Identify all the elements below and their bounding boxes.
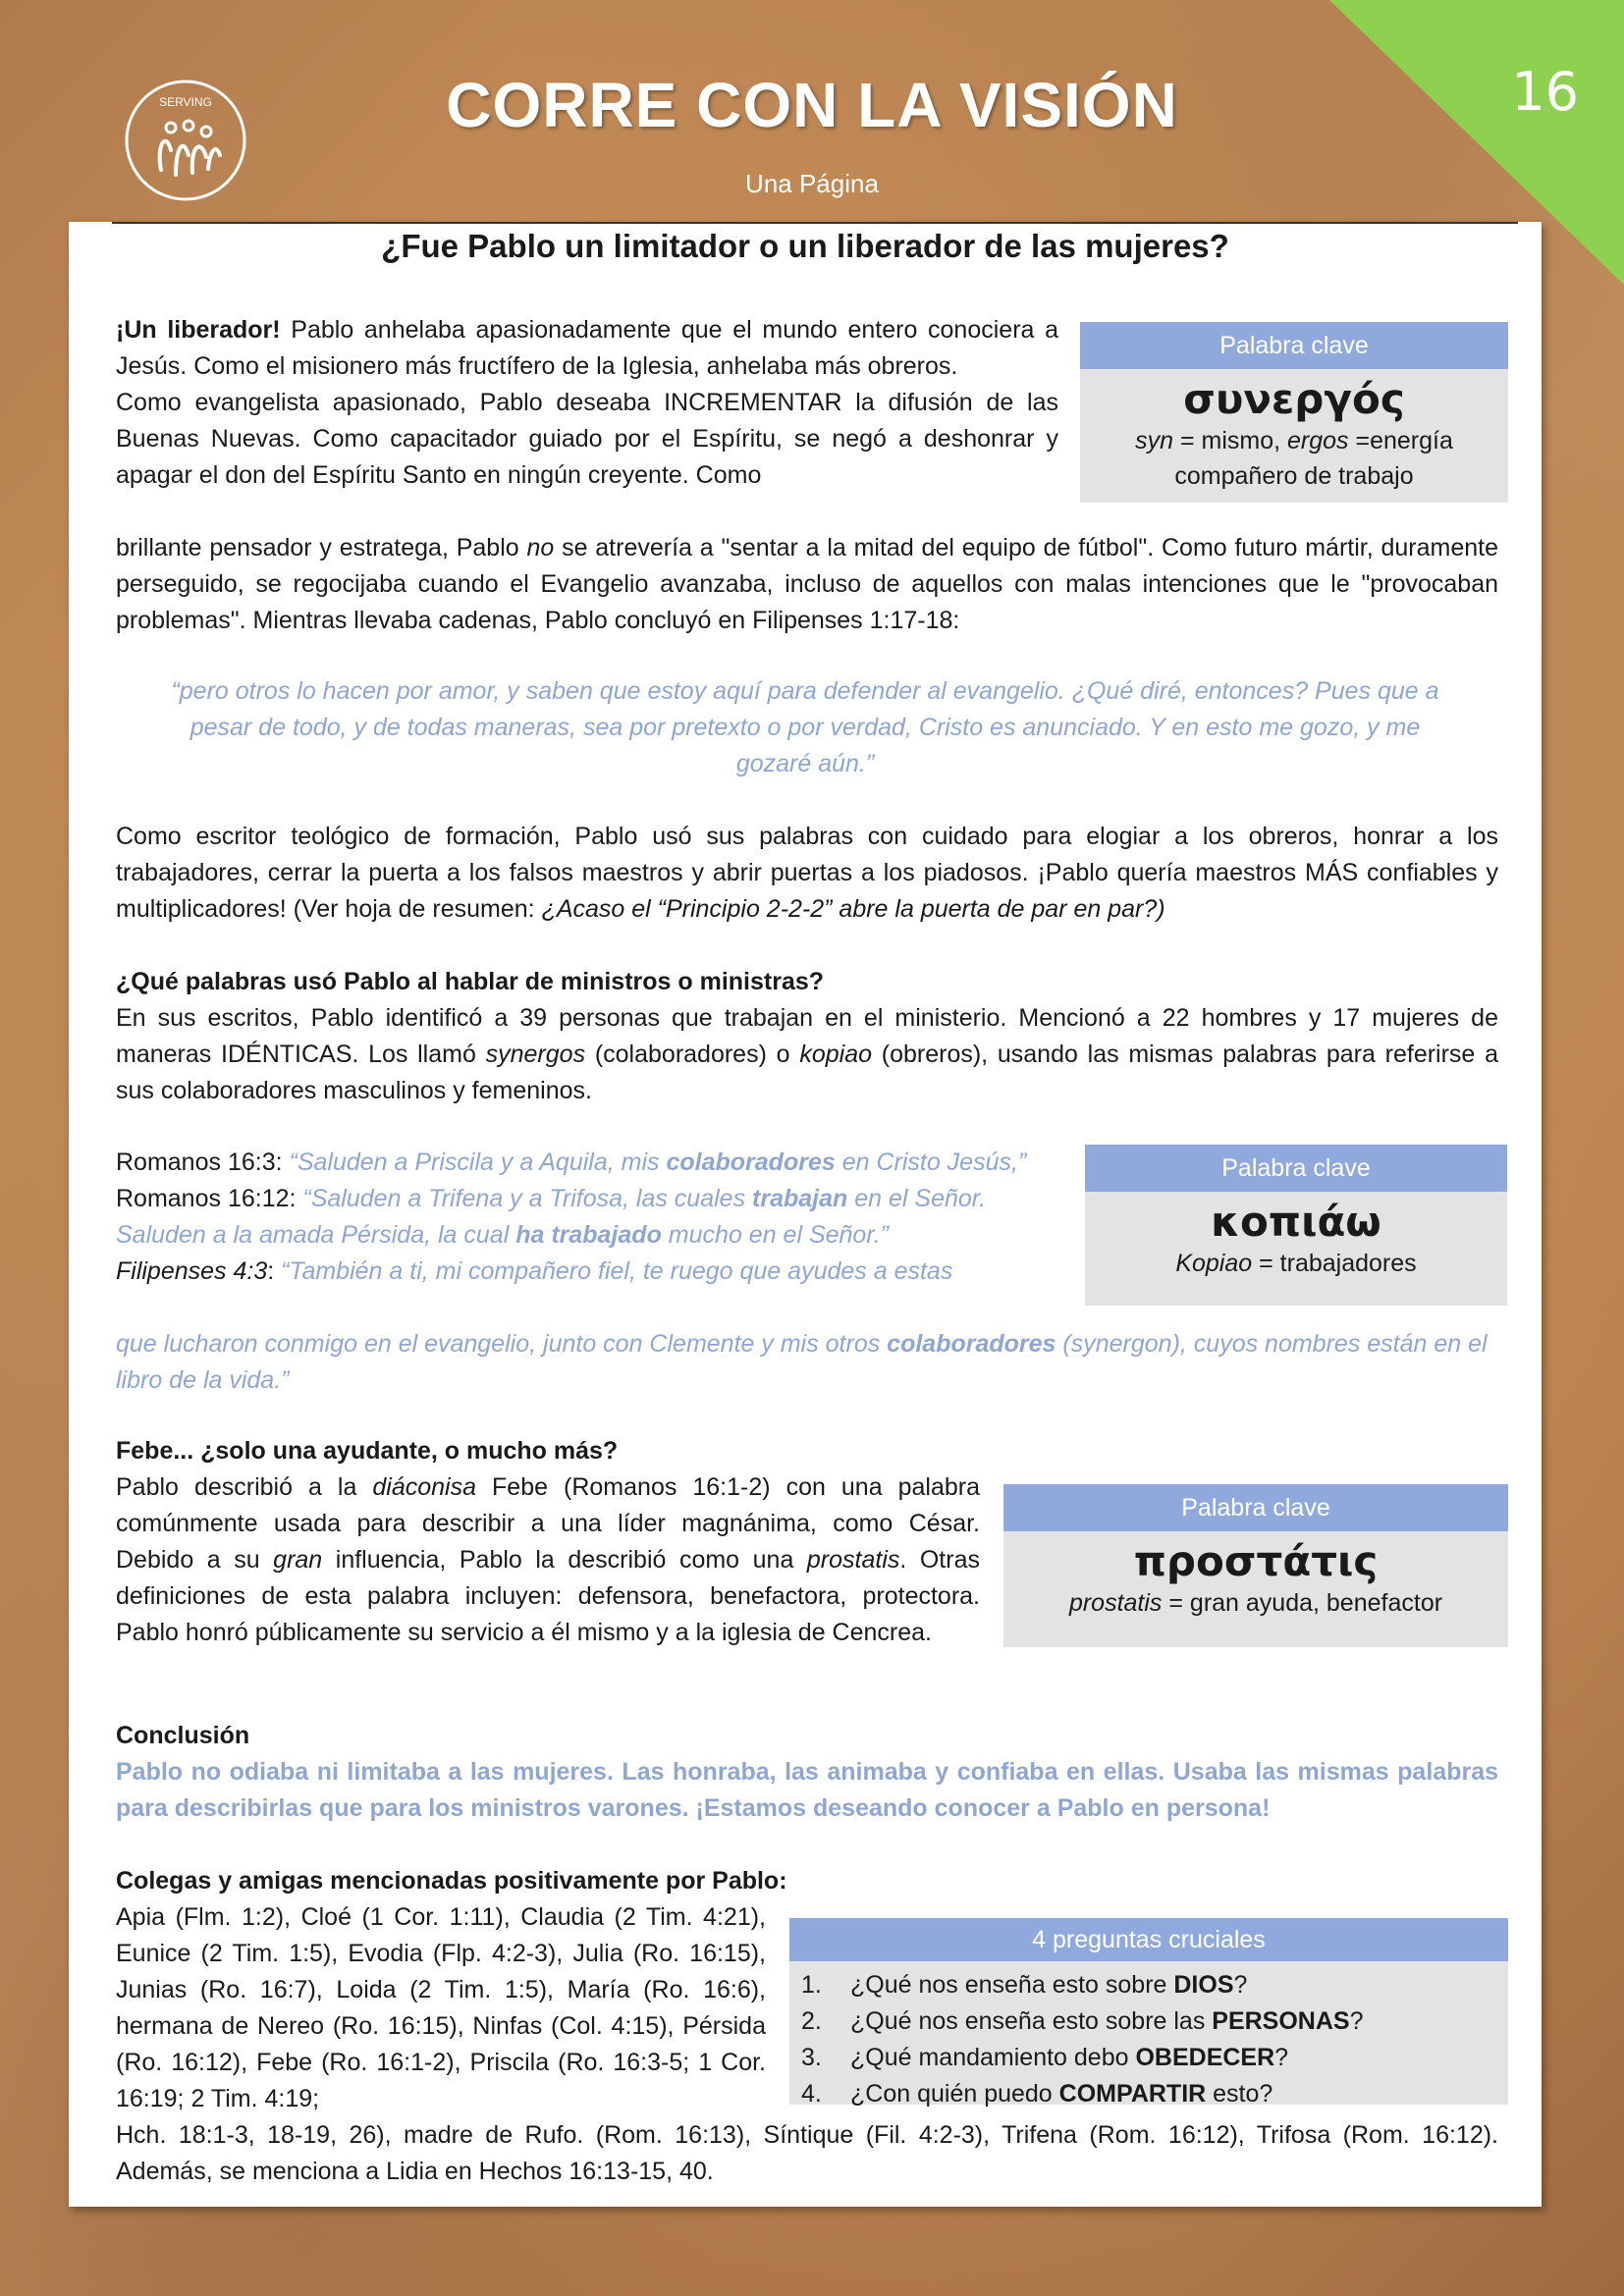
section-conclusion <box>116 1718 1498 1827</box>
scripture-quote: “pero otros lo hacen por amor, y saben que estoy aquí para defender al evangelio. ¿Qué diré, entonces? Pues que a pesar de todo, y de todas maneras, sea por pretexto o por verdad, Cristo es anunciado. Y en esto me gozo, y me gozaré aún.” <box>171 677 1439 777</box>
section-heading: Conclusión <box>116 1722 250 1749</box>
section-heading: Febe... ¿solo una ayudante, o mucho más? <box>116 1437 619 1465</box>
intro-text-1: Pablo anhelaba apasionadamente que el mundo entero conociera a Jesús. Como el misionero más fructífero de la Iglesia, anhelaba más obreros. <box>116 316 1058 380</box>
colleagues-text-cont: Hch. 18:1-3, 18-19, 26), madre de Rufo. (Rom. 16:13), Síntique (Fil. 4:2-3), Trifena (Rom. 16:12), Trifosa (Rom. 16:12). Además, se menciona a Lidia en Hechos 16:13-15, 40. <box>116 2121 1498 2185</box>
page-number: 16 <box>1511 61 1579 123</box>
questions-list <box>789 1961 1508 2112</box>
intro-text-2: Como evangelista apasionado, Pablo deseaba INCREMENTAR la difusión de las Buenas Nuevas. Como capacitador guiado por el Espíritu, se negó a deshonrar y apagar el don del Espíritu Santo en ningún creyente. Como <box>116 389 1058 489</box>
section-febe: Febe... ¿solo una ayudante, o mucho más? Pablo describió a la diáconisa Febe (Romanos 16:1-2) con una palabra comúnmente usada para describir a una líder magnánima, como César. Debido a su gran influencia, Pablo la describió como una prostatis. Otras definiciones de esta palabra incluyen: defensora, benefactora, protectora. Pablo honró públicamente su servicio a él mismo y a la iglesia de Cencrea. <box>116 1437 981 1646</box>
references: Romanos 16:3: “Saluden a Priscila y a Aquila, mis colaboradores en Cristo Jesús,” Romanos 16:12: “Saluden a Trifena y a Trifosa, las cuales trabajan en el Señor. Saluden a la amada Pérsida, la cual ha trabajado mucho en el Señor.” Filipenses 4:3: “También a ti, mi compañero fiel, te ruego que ayudes a estas <box>116 1148 1027 1285</box>
keyword-box-kopiao <box>1085 1145 1507 1306</box>
logo-text: SERVING <box>159 95 212 109</box>
conclusion-text: Pablo no odiaba ni limitaba a las mujeres. Las honraba, las animaba y confiaba en ellas. Usaba las mismas palabras para describirlas que para los ministros varones. ¡Estamos deseando conocer a Pablo en persona! <box>116 1758 1498 1822</box>
keyword-greek: κοπιάω <box>1211 1198 1381 1246</box>
intro-paragraph <box>116 312 1058 494</box>
section-words: ¿Qué palabras usó Pablo al hablar de ministros o ministras? En sus escritos, Pablo identificó a 39 personas que trabajan en el ministerio. Mencionó a 22 hombres y 17 mujeres de maneras IDÉNTICAS. Los llamó synergos (colaboradores) o kopiao (obreros), usando las mismas palabras para referirse a sus colaboradores masculinos y femeninos. <box>116 968 1498 1104</box>
title-rule <box>112 222 1518 224</box>
question-item: 3. ¿Qué mandamiento debo OBEDECER? <box>801 2044 1289 2071</box>
keyword-box-synergos <box>1080 322 1508 503</box>
keyword-definition: syn = mismo, ergos =energía <box>1135 427 1453 454</box>
section-heading: Colegas y amigas mencionadas positivamente por Pablo: <box>116 1867 787 1895</box>
page-title: CORRE CON LA VISIÓN <box>446 70 1178 140</box>
content-card <box>69 222 1542 2207</box>
intro-lead: ¡Un liberador! <box>116 316 281 344</box>
paragraph-2: Como escritor teológico de formación, Pablo usó sus palabras con cuidado para elogiar a los obreros, honrar a los trabajadores, cerrar la puerta a los falsos maestros y abrir puertas a los piadosos. ¡Pablo quería maestros MÁS confiables y multiplicadores! (Ver hoja de resumen: ¿Acaso el “Principio 2-2-2” abre la puerta de par en par?) <box>116 823 1498 923</box>
question-item: 2. ¿Qué nos enseña esto sobre las PERSONAS? <box>801 2007 1364 2035</box>
keyword-box-header: Palabra clave <box>1080 322 1508 369</box>
references-cont: que lucharon conmigo en el evangelio, junto con Clemente y mis otros colaboradores (synergon), cuyos nombres están en el libro de la vida.” <box>116 1330 1488 1394</box>
keyword-definition: Kopiao = trabajadores <box>1175 1250 1417 1277</box>
keyword-box-header: Palabra clave <box>1003 1484 1508 1531</box>
question-item: 4. ¿Con quién puedo COMPARTIR esto? <box>801 2080 1273 2108</box>
colleagues-heading-block <box>116 1863 1498 1899</box>
keyword-box-header: Palabra clave <box>1085 1145 1507 1192</box>
question-item: 1. ¿Qué nos enseña esto sobre DIOS? <box>801 1971 1248 1999</box>
section-heading: ¿Qué palabras usó Pablo al hablar de ministros o ministras? <box>116 968 825 995</box>
colleagues-text: Apia (Flm. 1:2), Cloé (1 Cor. 1:11), Claudia (2 Tim. 4:21), Eunice (2 Tim. 1:5), Evodia (Flp. 4:2-3), Julia (Ro. 16:15), Junias (Ro. 16:7), Loida (2 Tim. 1:5), María (Ro. 16:6), hermana de Nereo (Ro. 16:15), Ninfas (Col. 4:15), Pérsida (Ro. 16:12), Febe (Ro. 16:1-2), Priscila (Ro. 16:3-5; 1 Cor. 16:19; 2 Tim. 4:19; <box>116 1903 766 2112</box>
keyword-definition: prostatis = gran ayuda, benefactor <box>1068 1589 1443 1617</box>
keyword-box-prostatis <box>1003 1484 1508 1647</box>
keyword-greek: συνεργός <box>1183 375 1405 423</box>
keyword-greek: προστάτις <box>1133 1537 1379 1585</box>
intro-paragraph-cont: brillante pensador y estratega, Pablo no se atrevería a "sentar a la mitad del equipo de fútbol". Como futuro mártir, duramente perseguido, se regocijaba cuando el Evangelio avanzaba, incluso de aquellos con malas intenciones que le "provocaban problemas". Mientras llevaba cadenas, Pablo concluyó en Filipenses 1:17-18: <box>116 534 1498 634</box>
document-title: ¿Fue Pablo un limitador o un liberador de las mujeres? <box>381 228 1229 264</box>
keyword-definition-line2: compañero de trabajo <box>1174 462 1414 490</box>
questions-box <box>789 1918 1508 2108</box>
questions-box-header: 4 preguntas cruciales <box>789 1918 1508 1961</box>
page-subtitle: Una Página <box>745 169 879 198</box>
